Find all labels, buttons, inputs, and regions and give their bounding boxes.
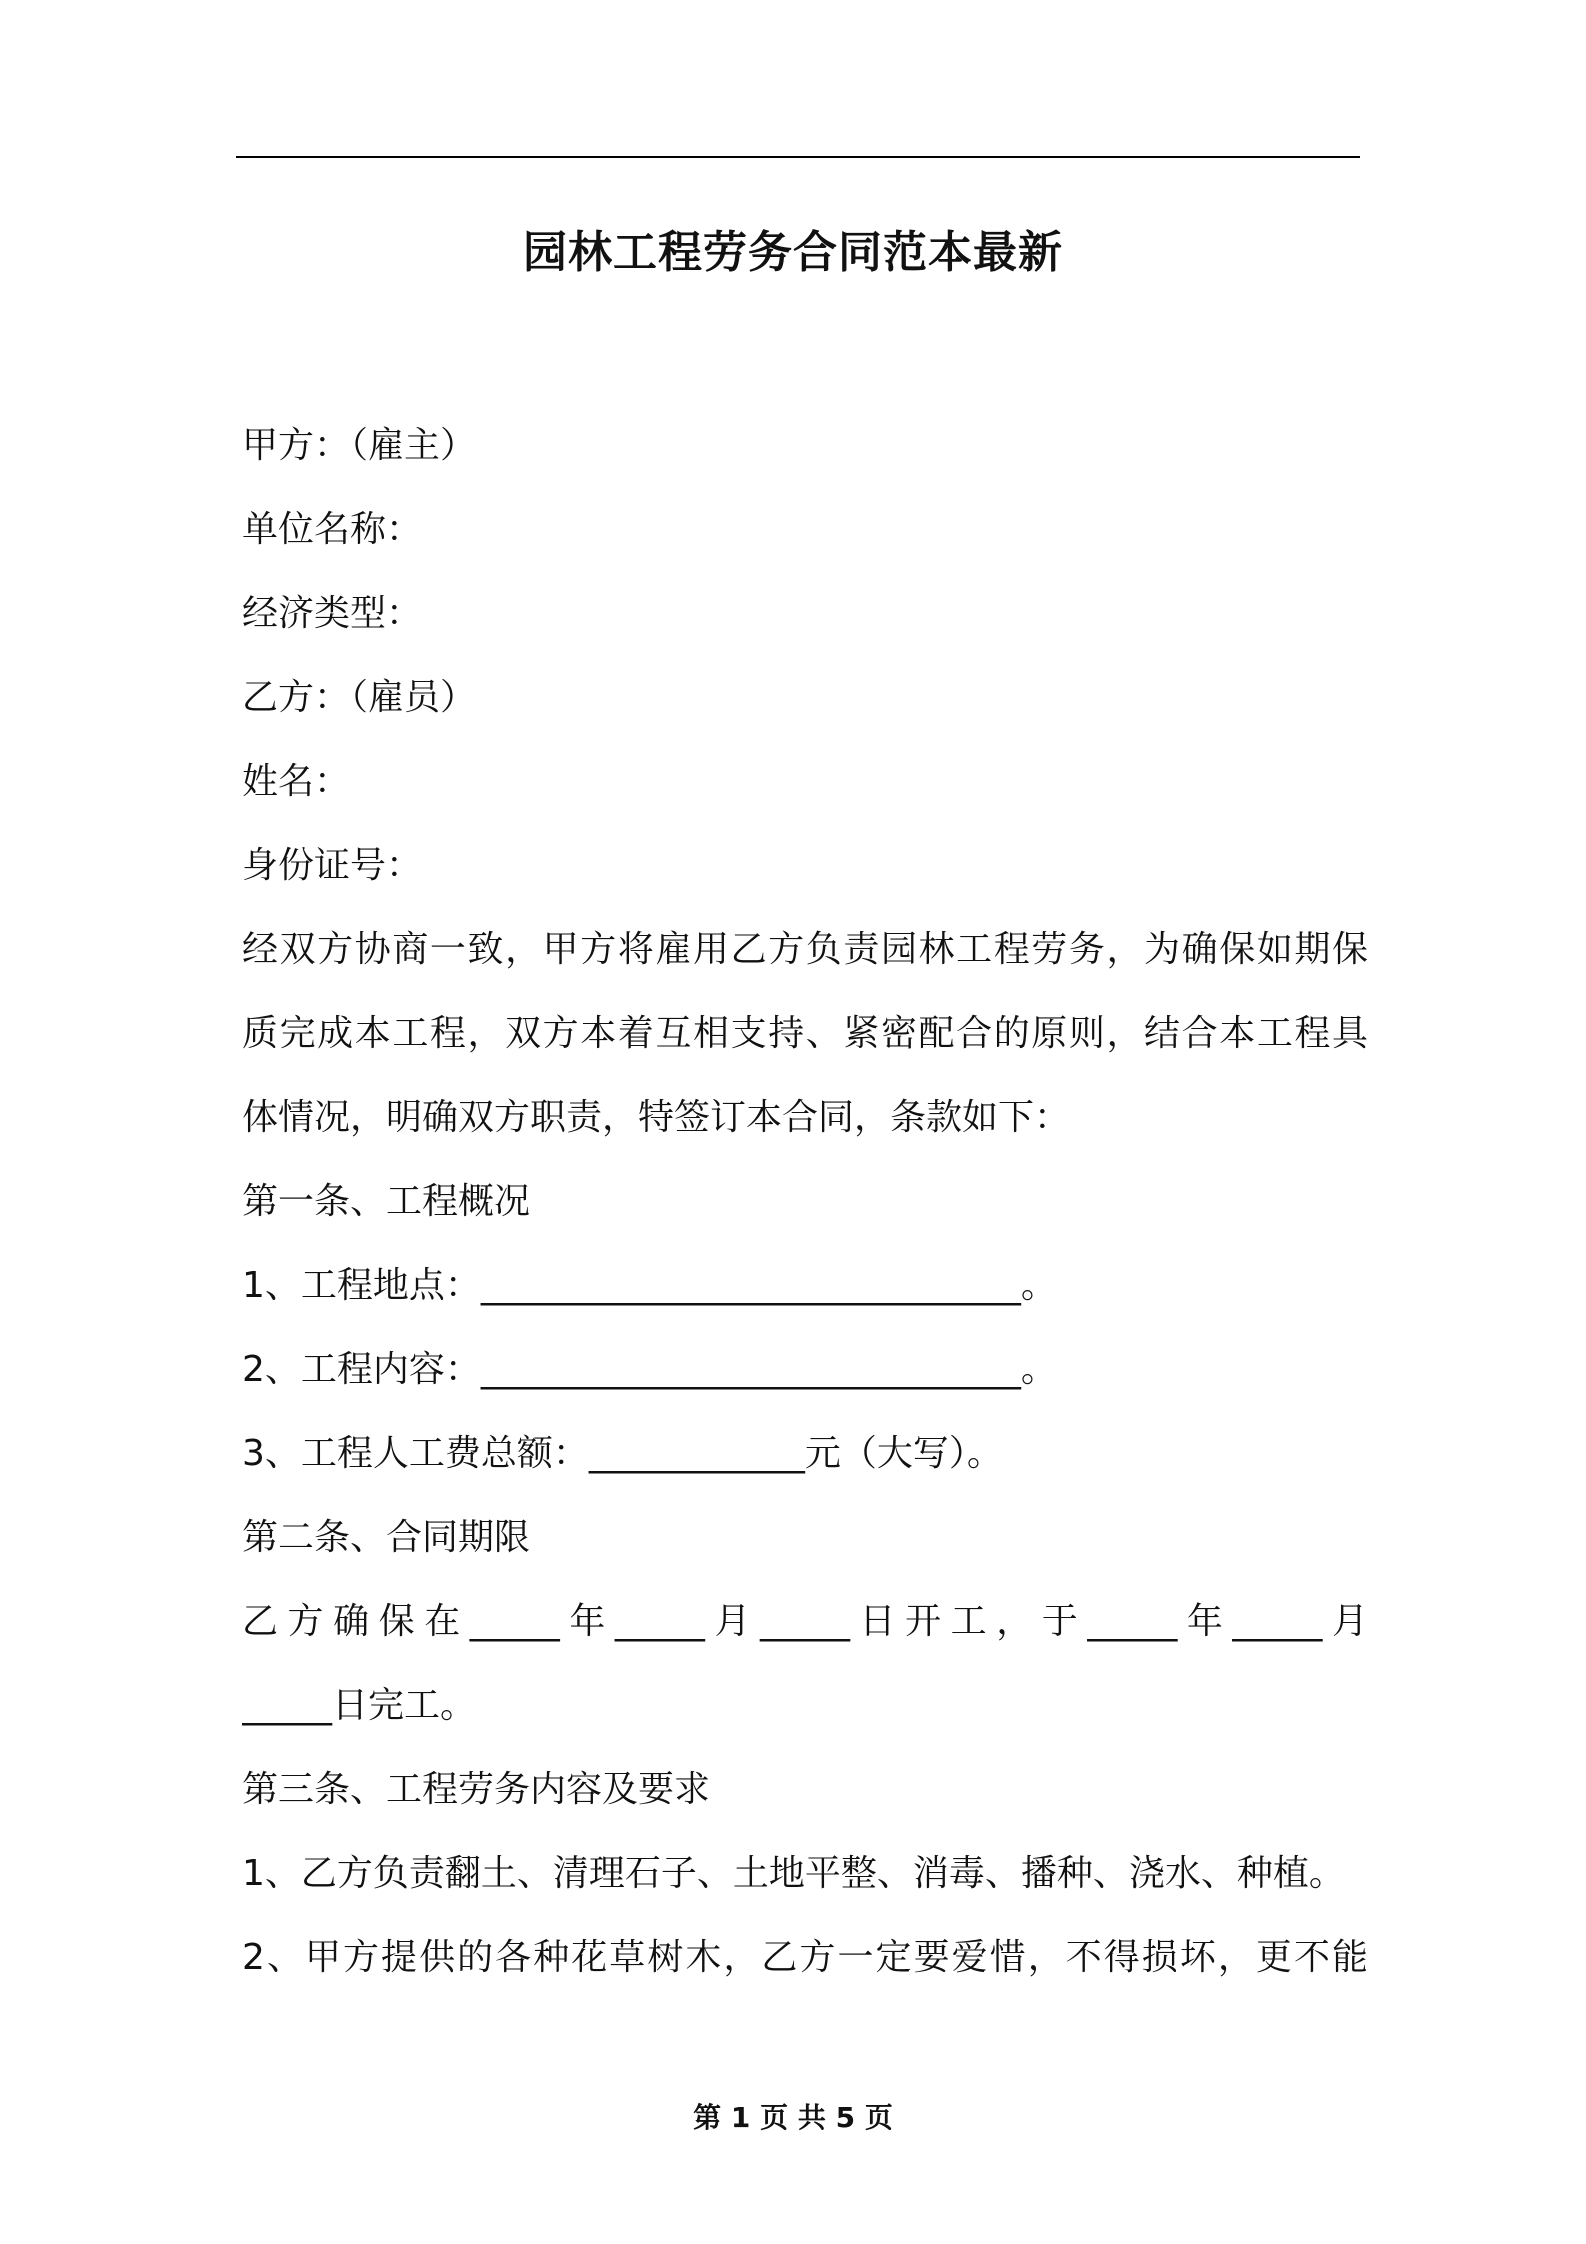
unit-name-line: 单位名称：: [242, 509, 423, 550]
economic-type-line: 经济类型：: [242, 593, 423, 634]
intro-paragraph-line: 质完成本工程，双方本着互相支持、紧密配合的原则，结合本工程具: [242, 1013, 1368, 1054]
intro-paragraph-line: 经双方协商一致，甲方将雇用乙方负责园林工程劳务，为确保如期保: [242, 929, 1368, 970]
labor-item-2-line: 2、甲方提供的各种花草树木，乙方一定要爱惜，不得损坏，更不能: [242, 1937, 1368, 1978]
header-rule: [236, 156, 1360, 158]
document-body: [242, 404, 1368, 2000]
article-2-heading: 第二条、合同期限: [242, 1517, 531, 1558]
intro-paragraph-line: 体情况，明确双方职责，特签订本合同，条款如下：: [242, 1097, 1071, 1138]
id-number-line: 身份证号：: [242, 845, 423, 886]
labor-cost-line: 3、工程人工费总额：____________元（大写）。: [242, 1433, 1003, 1474]
party-b-line: 乙方：（雇员）: [242, 677, 477, 718]
page-number-footer: 第 1 页 共 5 页: [693, 2101, 893, 2134]
party-a-line: 甲方：（雇主）: [242, 425, 477, 466]
project-location-line: 1、工程地点：______________________________。: [242, 1265, 1057, 1306]
contract-period-line: _____日完工。: [242, 1685, 477, 1726]
contract-period-line: 乙方确保在_____年_____月_____日开工，于_____年_____月: [242, 1601, 1368, 1642]
article-1-heading: 第一条、工程概况: [242, 1181, 531, 1222]
labor-item-1-line: 1、乙方负责翻土、清理石子、土地平整、消毒、播种、浇水、种植。: [242, 1853, 1345, 1894]
document-title: 园林工程劳务合同范本最新: [523, 227, 1063, 278]
name-line: 姓名：: [242, 761, 351, 802]
article-3-heading: 第三条、工程劳务内容及要求: [242, 1769, 711, 1810]
project-content-line: 2、工程内容：______________________________。: [242, 1349, 1057, 1390]
